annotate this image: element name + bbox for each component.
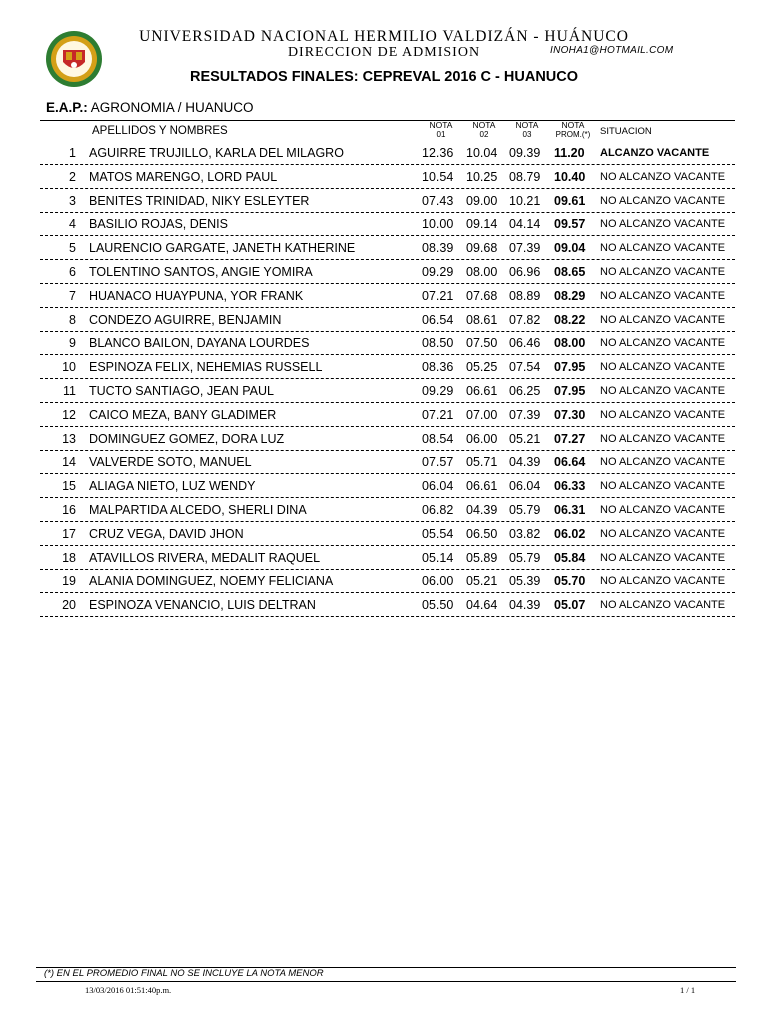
table-row xyxy=(40,380,735,403)
university-title: UNIVERSIDAD NACIONAL HERMILIO VALDIZÁN - HUÁNUCO xyxy=(139,28,629,45)
table-row xyxy=(40,261,735,284)
nota-promedio: 07.30 xyxy=(554,407,586,422)
situacion: NO ALCANZO VACANTE xyxy=(600,170,726,183)
row-number: 7 xyxy=(69,288,76,303)
situacion: NO ALCANZO VACANTE xyxy=(600,194,726,207)
table-row xyxy=(40,594,735,617)
nota-3: 06.46 xyxy=(509,336,541,351)
table-row xyxy=(40,451,735,474)
nota-1: 12.36 xyxy=(422,146,454,160)
situacion: NO ALCANZO VACANTE xyxy=(600,408,726,421)
situacion: NO ALCANZO VACANTE xyxy=(600,480,726,493)
nota-2: 04.64 xyxy=(466,598,498,613)
nota-promedio: 06.64 xyxy=(554,455,586,470)
nota-1: 07.21 xyxy=(422,407,454,422)
situacion: NO ALCANZO VACANTE xyxy=(600,599,726,612)
table-row xyxy=(40,285,735,308)
nota-1: 06.54 xyxy=(422,312,454,327)
row-number: 12 xyxy=(62,407,76,422)
nota-1: 06.00 xyxy=(422,574,454,589)
nota-3: 09.39 xyxy=(509,146,541,160)
row-number: 1 xyxy=(69,146,76,160)
col-header-nota2 xyxy=(469,121,499,139)
nota1-sub: 01 xyxy=(436,130,446,139)
nota-promedio: 09.61 xyxy=(554,193,586,208)
nota-3: 05.79 xyxy=(509,502,541,517)
student-name: ALANIA DOMINGUEZ, NOEMY FELICIANA xyxy=(89,574,334,589)
col-header-prom xyxy=(552,121,594,139)
results-title: RESULTADOS FINALES: CEPREVAL 2016 C - HUANUCO xyxy=(189,69,579,85)
nota-3: 04.39 xyxy=(509,455,541,470)
nota-promedio: 10.40 xyxy=(554,169,586,184)
row-number: 16 xyxy=(62,502,76,517)
nota-promedio: 07.95 xyxy=(554,383,586,398)
nota-1: 09.29 xyxy=(422,264,454,279)
nota-3: 06.25 xyxy=(509,383,541,398)
situacion: ALCANZO VACANTE xyxy=(600,147,710,159)
nota-1: 05.14 xyxy=(422,550,454,565)
nota-3: 05.21 xyxy=(509,431,541,446)
nota-2: 07.50 xyxy=(466,336,498,351)
situacion: NO ALCANZO VACANTE xyxy=(600,289,726,302)
row-number: 3 xyxy=(69,193,76,208)
table-row xyxy=(40,166,735,189)
student-name: ALIAGA NIETO, LUZ WENDY xyxy=(89,479,256,494)
student-name: LAURENCIO GARGATE, JANETH KATHERINE xyxy=(89,241,356,256)
header-rule xyxy=(40,120,735,121)
nota-3: 05.39 xyxy=(509,574,541,589)
student-name: VALVERDE SOTO, MANUEL xyxy=(89,455,252,470)
nota-1: 05.50 xyxy=(422,598,454,613)
situacion: NO ALCANZO VACANTE xyxy=(600,242,726,255)
nota-1: 06.04 xyxy=(422,479,454,494)
student-name: TOLENTINO SANTOS, ANGIE YOMIRA xyxy=(89,264,313,279)
nota-2: 04.39 xyxy=(466,502,498,517)
situacion: NO ALCANZO VACANTE xyxy=(600,551,726,564)
table-row xyxy=(40,499,735,522)
nota-2: 07.00 xyxy=(466,407,498,422)
nota-promedio: 05.70 xyxy=(554,574,586,589)
results-table xyxy=(40,142,735,618)
department-title: DIRECCION DE ADMISION xyxy=(287,45,481,60)
table-row xyxy=(40,332,735,355)
nota-1: 08.36 xyxy=(422,360,454,375)
student-name: HUANACO HUAYPUNA, YOR FRANK xyxy=(89,288,304,303)
nota-3: 06.96 xyxy=(509,264,541,279)
row-number: 10 xyxy=(62,360,76,375)
nota-2: 06.00 xyxy=(466,431,498,446)
nota-promedio: 08.29 xyxy=(554,288,586,303)
nota-3: 07.39 xyxy=(509,407,541,422)
student-name: DOMINGUEZ GOMEZ, DORA LUZ xyxy=(89,431,285,446)
nota-1: 10.00 xyxy=(422,217,454,232)
situacion: NO ALCANZO VACANTE xyxy=(600,265,726,278)
contact-email: INOHA1@HOTMAIL.COM xyxy=(550,45,674,56)
nota-promedio: 06.31 xyxy=(554,502,586,517)
situacion: NO ALCANZO VACANTE xyxy=(600,337,726,350)
student-name: BASILIO ROJAS, DENIS xyxy=(89,217,228,232)
eap-heading xyxy=(46,100,254,115)
row-number: 5 xyxy=(69,241,76,256)
nota-2: 09.00 xyxy=(466,193,498,208)
student-name: MATOS MARENGO, LORD PAUL xyxy=(89,169,278,184)
page-number: 1 / 1 xyxy=(680,985,696,995)
student-name: AGUIRRE TRUJILLO, KARLA DEL MILAGRO xyxy=(89,146,344,160)
row-number: 11 xyxy=(63,383,76,398)
nota-promedio: 06.33 xyxy=(554,479,586,494)
row-number: 13 xyxy=(62,431,76,446)
eap-value: AGRONOMIA / HUANUCO xyxy=(90,100,254,115)
nota-2: 09.68 xyxy=(466,241,498,256)
nota1-top: NOTA xyxy=(429,120,453,130)
nota-3: 07.82 xyxy=(509,312,541,327)
table-row xyxy=(40,237,735,260)
eap-label: E.A.P.: xyxy=(46,100,88,115)
nota-1: 08.54 xyxy=(422,431,454,446)
nota-2: 07.68 xyxy=(466,288,498,303)
nota-1: 05.54 xyxy=(422,526,454,541)
nota2-top: NOTA xyxy=(472,120,496,130)
nota-3: 04.39 xyxy=(509,598,541,613)
nota-2: 09.14 xyxy=(466,217,498,232)
table-row xyxy=(40,570,735,593)
nota-2: 05.25 xyxy=(466,360,498,375)
nota-1: 07.21 xyxy=(422,288,454,303)
nota-3: 06.04 xyxy=(509,479,541,494)
nota-1: 10.54 xyxy=(422,169,454,184)
nota-3: 07.39 xyxy=(509,241,541,256)
table-row xyxy=(40,404,735,427)
nota3-top: NOTA xyxy=(515,120,539,130)
table-row xyxy=(40,428,735,451)
footer-rule-2 xyxy=(36,981,736,982)
student-name: BLANCO BAILON, DAYANA LOURDES xyxy=(89,336,310,351)
nota-1: 08.50 xyxy=(422,336,454,351)
nota-1: 09.29 xyxy=(422,383,454,398)
prom-sub: PROM.(*) xyxy=(555,130,591,139)
nota-3: 03.82 xyxy=(509,526,541,541)
student-name: ESPINOZA FELIX, NEHEMIAS RUSSELL xyxy=(89,360,323,375)
nota-3: 08.79 xyxy=(509,169,541,184)
row-number: 20 xyxy=(62,598,76,613)
nota-3: 04.14 xyxy=(509,217,541,232)
nota-2: 06.50 xyxy=(466,526,498,541)
nota-2: 06.61 xyxy=(466,383,498,398)
nota-promedio: 09.57 xyxy=(554,217,586,232)
nota-3: 10.21 xyxy=(509,193,541,208)
row-number: 9 xyxy=(69,336,76,351)
nota-2: 08.00 xyxy=(466,264,498,279)
situacion: NO ALCANZO VACANTE xyxy=(600,575,726,588)
situacion: NO ALCANZO VACANTE xyxy=(600,361,726,374)
footer-note: (*) EN EL PROMEDIO FINAL NO SE INCLUYE LA NOTA MENOR xyxy=(44,968,324,979)
situacion: NO ALCANZO VACANTE xyxy=(600,218,726,231)
nota-1: 07.57 xyxy=(422,455,454,470)
nota-promedio: 11.20 xyxy=(554,146,585,160)
row-number: 6 xyxy=(69,264,76,279)
nota-promedio: 06.02 xyxy=(554,526,586,541)
nota-3: 07.54 xyxy=(509,360,541,375)
nota-promedio: 07.95 xyxy=(554,360,586,375)
col-header-situacion: SITUACION xyxy=(600,126,652,137)
col-header-nota1 xyxy=(426,121,456,139)
student-name: CRUZ VEGA, DAVID JHON xyxy=(89,526,244,541)
student-name: CONDEZO AGUIRRE, BENJAMIN xyxy=(89,312,282,327)
col-header-names: APELLIDOS Y NOMBRES xyxy=(92,125,228,137)
nota-promedio: 05.84 xyxy=(554,550,586,565)
table-row xyxy=(40,190,735,213)
student-name: CAICO MEZA, BANY GLADIMER xyxy=(89,407,277,422)
row-number: 8 xyxy=(69,312,76,327)
nota-2: 05.89 xyxy=(466,550,498,565)
table-row xyxy=(40,356,735,379)
nota-3: 08.89 xyxy=(509,288,541,303)
nota2-sub: 02 xyxy=(479,130,489,139)
table-row xyxy=(40,523,735,546)
nota-1: 08.39 xyxy=(422,241,454,256)
print-date: 13/03/2016 01:51:40p.m. xyxy=(85,985,172,995)
nota-2: 06.61 xyxy=(466,479,498,494)
nota-2: 10.25 xyxy=(466,169,498,184)
row-number: 14 xyxy=(62,455,76,470)
table-row xyxy=(40,547,735,570)
situacion: NO ALCANZO VACANTE xyxy=(600,432,726,445)
nota-2: 05.71 xyxy=(466,455,498,470)
row-number: 17 xyxy=(62,526,76,541)
row-number: 2 xyxy=(69,169,76,184)
student-name: TUCTO SANTIAGO, JEAN PAUL xyxy=(89,383,274,398)
nota-1: 07.43 xyxy=(422,193,454,208)
situacion: NO ALCANZO VACANTE xyxy=(600,503,726,516)
table-row xyxy=(40,213,735,236)
nota-promedio: 07.27 xyxy=(554,431,586,446)
nota-promedio: 08.00 xyxy=(554,336,586,351)
row-number: 18 xyxy=(62,550,76,565)
nota-2: 10.04 xyxy=(466,146,498,160)
nota-promedio: 09.04 xyxy=(554,241,586,256)
nota-promedio: 08.65 xyxy=(554,264,586,279)
student-name: BENITES TRINIDAD, NIKY ESLEYTER xyxy=(89,193,310,208)
situacion: NO ALCANZO VACANTE xyxy=(600,456,726,469)
nota-1: 06.82 xyxy=(422,502,454,517)
nota-promedio: 05.07 xyxy=(554,598,586,613)
row-number: 4 xyxy=(69,217,76,232)
nota-2: 05.21 xyxy=(466,574,498,589)
table-row xyxy=(40,475,735,498)
nota3-sub: 03 xyxy=(522,130,532,139)
situacion: NO ALCANZO VACANTE xyxy=(600,527,726,540)
student-name: ATAVILLOS RIVERA, MEDALIT RAQUEL xyxy=(89,550,321,565)
table-row xyxy=(40,309,735,332)
col-header-nota3 xyxy=(512,121,542,139)
nota-promedio: 08.22 xyxy=(554,312,586,327)
student-name: MALPARTIDA ALCEDO, SHERLI DINA xyxy=(89,502,307,517)
situacion: NO ALCANZO VACANTE xyxy=(600,384,726,397)
nota-2: 08.61 xyxy=(466,312,498,327)
student-name: ESPINOZA VENANCIO, LUIS DELTRAN xyxy=(89,598,316,613)
row-number: 15 xyxy=(62,479,76,494)
situacion: NO ALCANZO VACANTE xyxy=(600,313,726,326)
prom-top: NOTA xyxy=(561,120,585,130)
row-number: 19 xyxy=(62,574,76,589)
table-row xyxy=(40,142,735,165)
nota-3: 05.79 xyxy=(509,550,541,565)
